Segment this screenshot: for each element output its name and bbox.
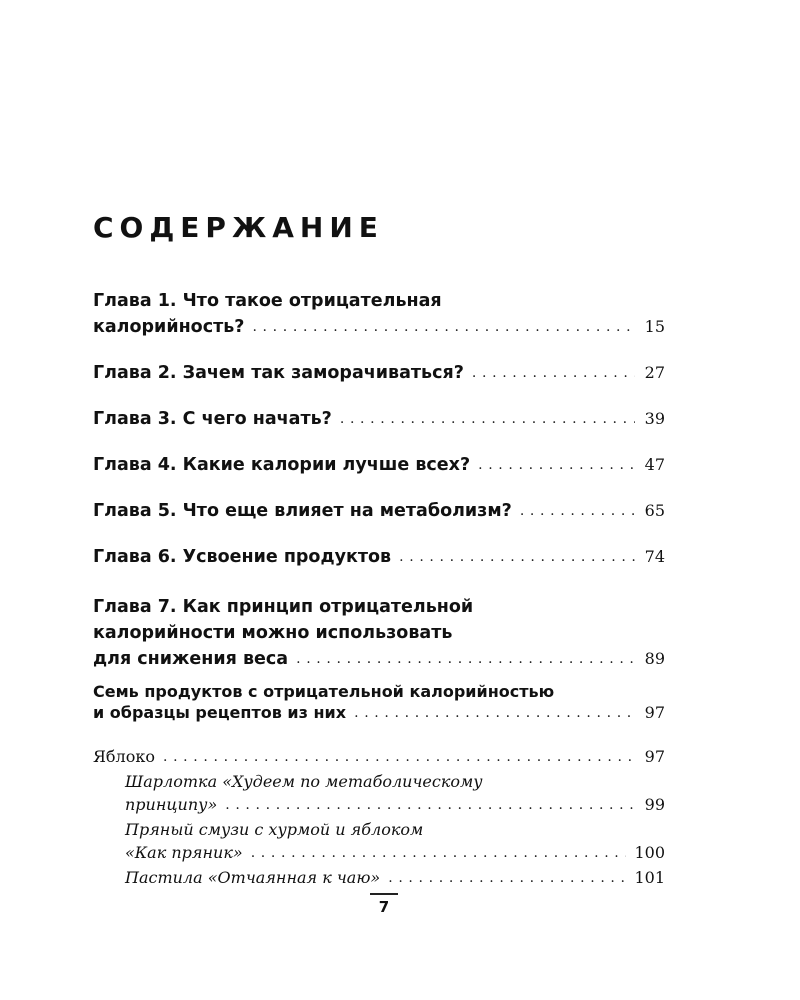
- entry-title-line: Глава 3. С чего начать?: [93, 409, 332, 429]
- toc-entry-pastila-recipe[interactable]: [93, 866, 665, 891]
- dot-leader: [296, 646, 635, 672]
- entry-title-line: Глава 7. Как принцип отрицательной: [93, 597, 474, 617]
- toc-entry-chapter-7[interactable]: [93, 594, 665, 673]
- footer-page-number: 7: [378, 898, 390, 916]
- page-number: 74: [644, 547, 665, 566]
- page-number: 97: [644, 747, 665, 766]
- dot-leader: [163, 746, 635, 769]
- entry-title-line: калорийности можно использовать: [93, 623, 453, 643]
- dot-leader: [251, 842, 627, 865]
- toc-entry-smoothie-recipe[interactable]: [93, 818, 665, 866]
- toc-entry-chapter-3[interactable]: [93, 406, 665, 433]
- dot-leader: [388, 867, 626, 890]
- dot-leader: [478, 452, 635, 478]
- entry-title-line: Глава 2. Зачем так заморачиваться?: [93, 363, 464, 383]
- toc-entry-apple[interactable]: [93, 745, 665, 770]
- toc-entry-chapter-2[interactable]: [93, 360, 665, 387]
- entry-title-line: и образцы рецептов из них: [93, 703, 347, 722]
- page-number: 89: [644, 649, 665, 668]
- page-number: 97: [644, 703, 665, 722]
- entry-title-line: Глава 6. Усвоение продуктов: [93, 547, 392, 567]
- dot-leader: [520, 498, 635, 524]
- entry-title-line: Пряный смузи с хурмой и яблоком: [125, 820, 424, 839]
- page-number: 100: [634, 843, 665, 862]
- dot-leader: [354, 703, 635, 724]
- dot-leader: [399, 544, 635, 570]
- dot-leader: [225, 794, 635, 817]
- footer-rule: [370, 893, 398, 895]
- entry-title-line: Пастила «Отчаянная к чаю»: [125, 868, 381, 887]
- page-number: 27: [644, 363, 665, 382]
- page-number: 47: [644, 455, 665, 474]
- entry-title-line: Семь продуктов с отрицательной калорийностью: [93, 682, 555, 701]
- table-of-contents: [93, 288, 665, 891]
- page-number: 39: [644, 409, 665, 428]
- entry-title-line: Глава 5. Что еще влияет на метаболизм?: [93, 501, 512, 521]
- entry-title-line: Глава 4. Какие калории лучше всех?: [93, 455, 471, 475]
- page-title: СОДЕРЖАНИЕ: [93, 211, 384, 244]
- entry-title-line: Глава 1. Что такое отрицательная: [93, 291, 442, 311]
- dot-leader: [472, 360, 635, 386]
- entry-title-line: Яблоко: [93, 747, 155, 766]
- toc-entry-chapter-4[interactable]: [93, 452, 665, 479]
- toc-entry-seven-products[interactable]: [93, 681, 665, 725]
- toc-entry-chapter-5[interactable]: [93, 498, 665, 525]
- page-number: 65: [644, 501, 665, 520]
- entry-title-line: «Как пряник»: [125, 843, 243, 862]
- entry-title-line: калорийность?: [93, 317, 245, 337]
- toc-entry-chapter-1[interactable]: [93, 288, 665, 341]
- toc-entry-charlotte-recipe[interactable]: [93, 770, 665, 818]
- dot-leader: [252, 314, 635, 340]
- dot-leader: [340, 406, 635, 432]
- entry-title-line: Шарлотка «Худеем по метаболическому: [125, 772, 483, 791]
- page-number: 15: [644, 317, 665, 336]
- page-number: 99: [644, 795, 665, 814]
- entry-title-line: для снижения веса: [93, 649, 289, 669]
- toc-entry-chapter-6[interactable]: [93, 544, 665, 571]
- page-number: 101: [634, 868, 665, 887]
- entry-title-line: принципу»: [125, 795, 218, 814]
